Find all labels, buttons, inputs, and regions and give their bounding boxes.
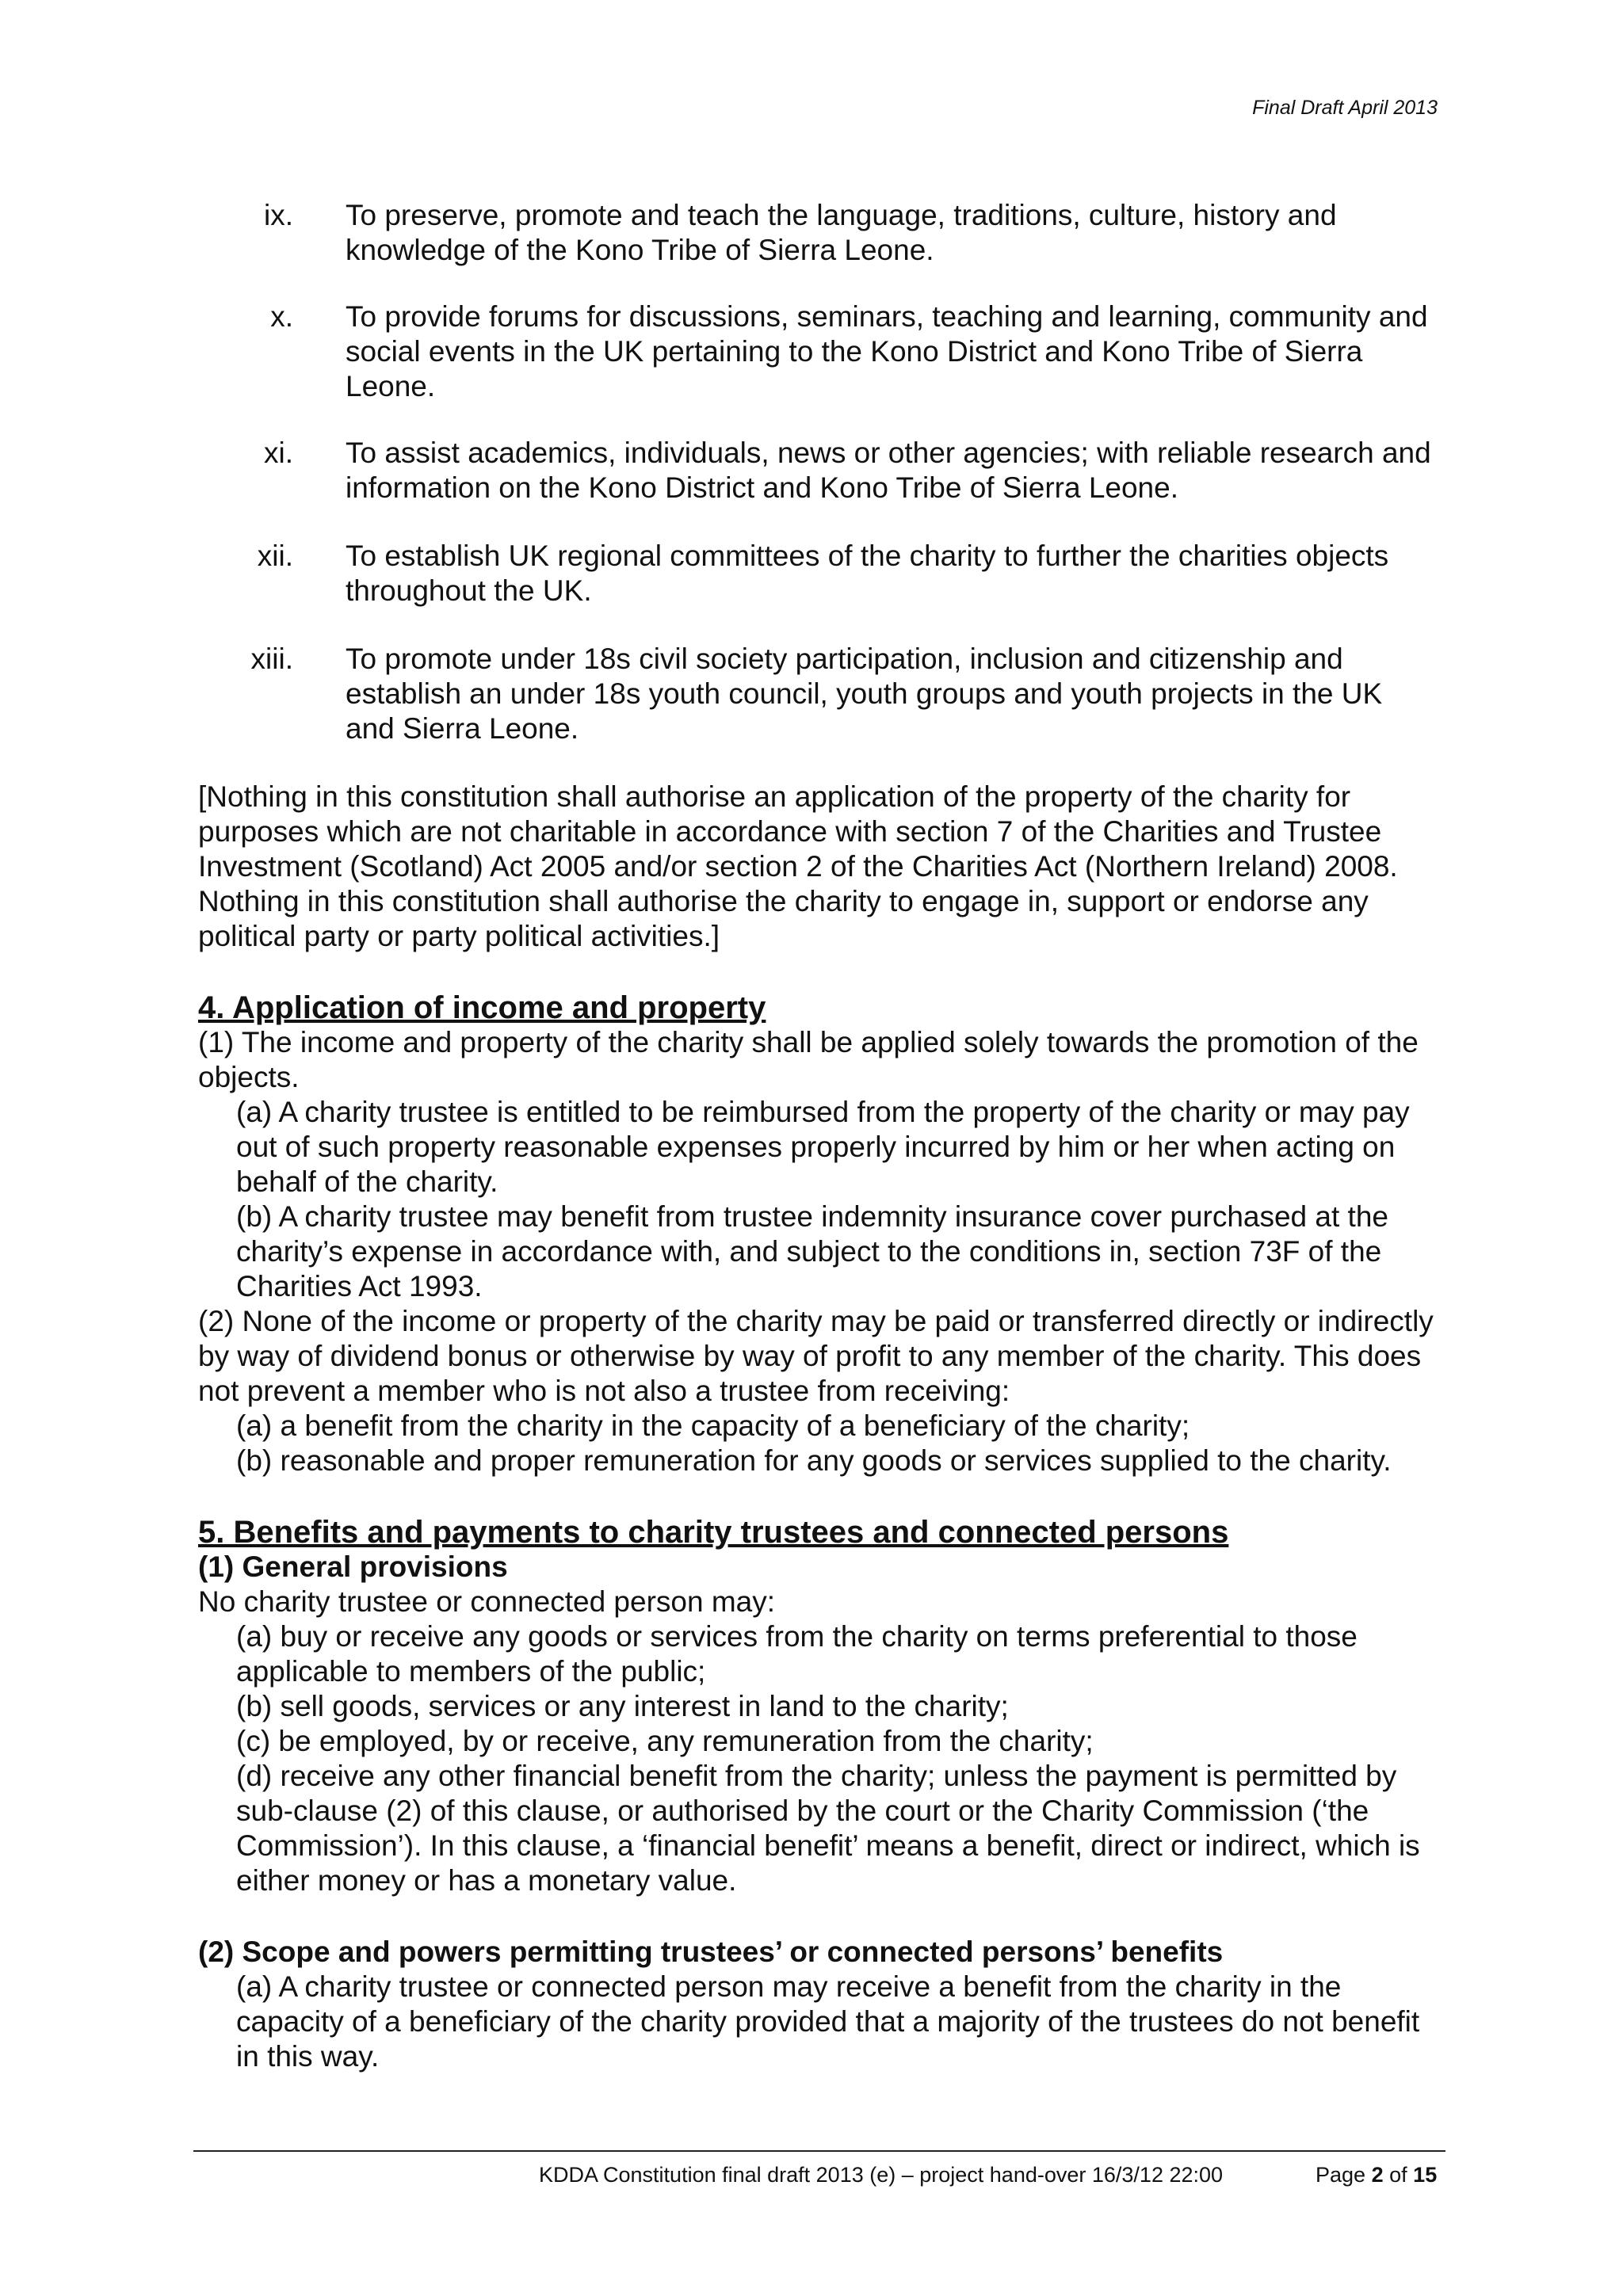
page-total: 15 [1413, 2163, 1438, 2187]
section-4-p1b: (b) A charity trustee may benefit from trustee indemnity insurance cover purchased at the charity’s expense in accordance with, and subject to the conditions in, section 73F of the Charities Act 1993. [236, 1200, 1388, 1302]
object-text: To provide forums for discussions, seminars, teaching and learning, community and social events in the UK pertaining to the Kono District and Kono Tribe of Sierra Leone. [346, 300, 1428, 402]
section-4-p1a: (a) A charity trustee is entitled to be reimbursed from the property of the charity or may pay out of such property reasonable expenses properly incurred by him or her when acting on behalf of the charity. [236, 1096, 1410, 1198]
section-5-sub2: (2) Scope and powers permitting trustees’ or connected persons’ benefits [198, 1936, 1224, 1968]
object-text: To establish UK regional committees of the charity to further the charities objects throughout the UK. [346, 540, 1389, 607]
section-4-p2a: (a) a benefit from the charity in the capacity of a beneficiary of the charity; [236, 1409, 1190, 1442]
nothing-clause: [Nothing in this constitution shall authorise an application of the property of the charity for purposes which are not charitable in accordance with section 7 of the Charities and Trustee Investment (Scotland) Act 2005 and/or section 2 of the Charities Act (Northern Ireland) 2008. Nothing in this constitution shall authorise the charity to engage in, support or endorse any political party or party political activities.] [198, 780, 1398, 952]
object-text: To assist academics, individuals, news or other agencies; with reliable research and information on the Kono District and Kono Tribe of Sierra Leone. [346, 437, 1431, 504]
page-current: 2 [1371, 2163, 1384, 2187]
section-5-sub1: (1) General provisions [198, 1550, 508, 1583]
section-5-b: (b) sell goods, services or any interest in land to the charity; [236, 1690, 1009, 1722]
footer-divider [193, 2150, 1445, 2152]
object-number: x. [270, 300, 293, 333]
object-number: xiii. [250, 643, 293, 675]
section-4-heading: 4. Application of income and property [198, 990, 766, 1025]
section-4 [198, 990, 1442, 1478]
section-5-intro: No charity trustee or connected person may: [198, 1585, 776, 1618]
footer-doc-label: KDDA Constitution final draft 2013 (e) – project hand-over 16/3/12 22:00 [539, 2163, 1224, 2187]
section-5-d: (d) receive any other financial benefit from the charity; unless the payment is permitted by sub-clause (2) of this clause, or authorised by the court or the Charity Commission (‘the Commission’). In this clause, a ‘financial benefit’ means a benefit, direct or indirect, which is either money or has a monetary value. [236, 1760, 1420, 1897]
section-5-sub2a: (a) A charity trustee or connected person may receive a benefit from the charity in the capacity of a beneficiary of the charity provided that a majority of the trustees do not benefit in this way. [236, 1970, 1420, 2073]
object-text: To preserve, promote and teach the language, traditions, culture, history and knowledge of the Kono Tribe of Sierra Leone. [346, 199, 1337, 266]
section-5-heading: 5. Benefits and payments to charity trustees and connected persons [198, 1515, 1229, 1550]
footer-page-number [1316, 2163, 1437, 2187]
of-word: of [1389, 2163, 1407, 2187]
header-draft-label: Final Draft April 2013 [1252, 97, 1438, 119]
section-4-p1: (1) The income and property of the charity shall be applied solely towards the promotion of the objects. [198, 1026, 1419, 1093]
object-number: xii. [257, 540, 293, 572]
section-4-p2: (2) None of the income or property of the charity may be paid or transferred directly or indirectly by way of dividend bonus or otherwise by way of profit to any member of the charity. This does not prevent a member who is not also a trustee from receiving: [198, 1305, 1434, 1407]
object-number: xi. [264, 437, 293, 469]
section-4-p2b: (b) reasonable and proper remuneration for any goods or services supplied to the charity. [236, 1444, 1392, 1477]
page-word: Page [1316, 2163, 1366, 2187]
section-5-part2 [198, 1935, 1442, 2074]
object-number: ix. [264, 199, 293, 231]
object-text: To promote under 18s civil society participation, inclusion and citizenship and establish an under 18s youth council, youth groups and youth projects in the UK and Sierra Leone. [346, 643, 1383, 745]
section-5-a: (a) buy or receive any goods or services from the charity on terms preferential to those applicable to members of the public; [236, 1620, 1358, 1688]
section-5-c: (c) be employed, by or receive, any remuneration from the charity; [236, 1725, 1094, 1757]
section-5 [198, 1515, 1442, 1898]
